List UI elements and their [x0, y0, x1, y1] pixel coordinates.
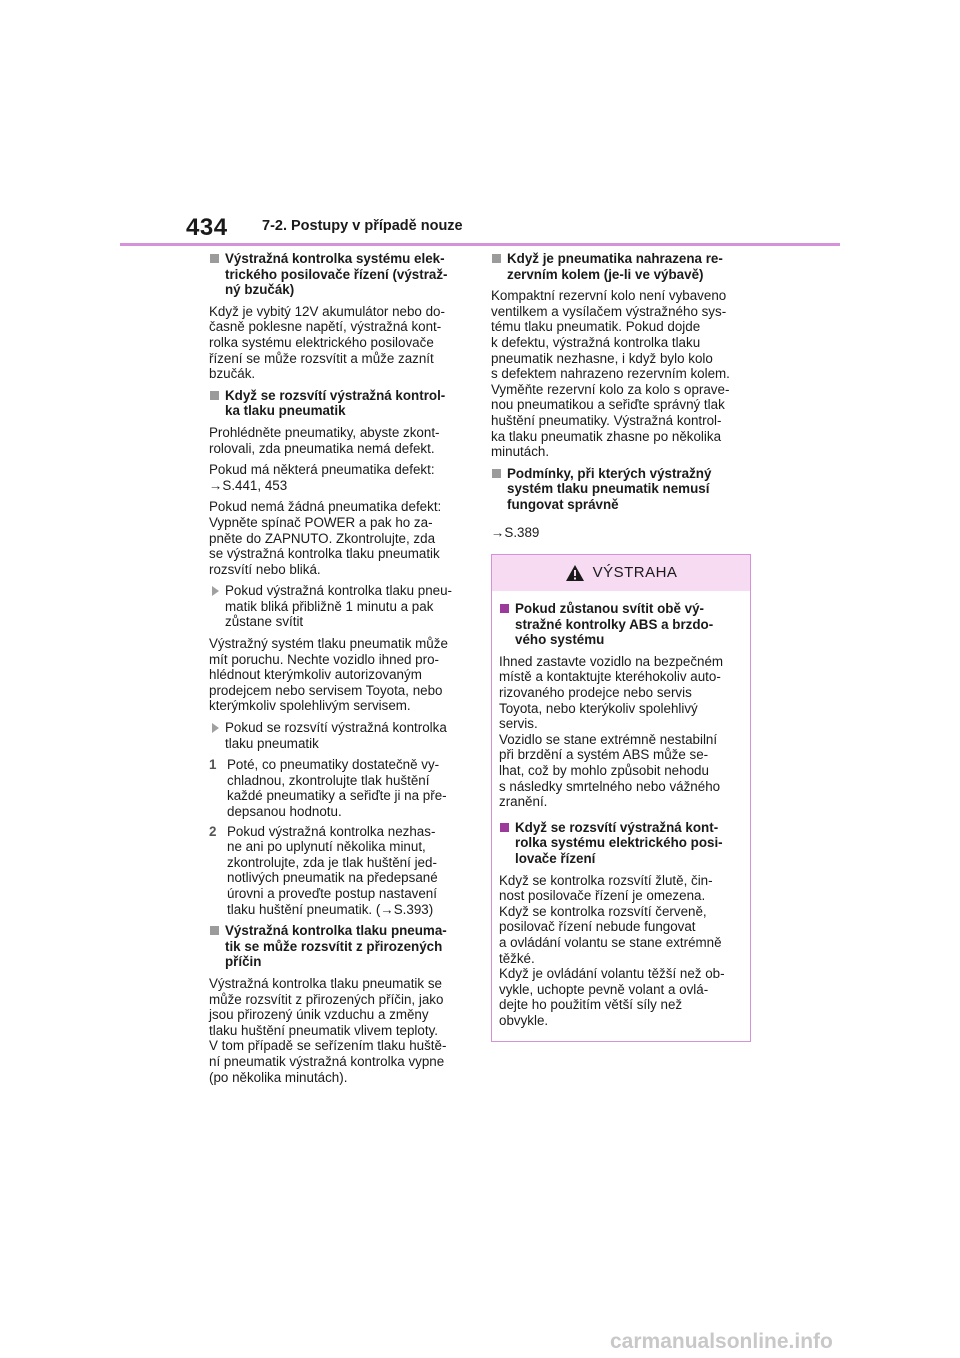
heading-spare-wheel — [491, 251, 753, 282]
step-number: 1 — [209, 757, 217, 773]
step-text: Poté, co pneumatiky dostatečně vy- chladnou, zkontrolujte tlak huštění každé pneumatiky a seřiďte ji na pře- depsanou hodnotu. — [227, 757, 447, 819]
paragraph: Kompaktní rezervní kolo není vybaveno ventilkem a vysílačem výstražného sys- tému tlaku pneumatik. Pokud dojde k defektu, výstražná kontrolka tlaku pneumatik nezhasne, i když bylo kolo s defektem nahrazeno rezervním kolem. Vyměňte rezervní kolo za kolo s oprave- nou pneumatikou a seřiďte správný tlak huštění pneumatiky. Výstražná kontrol- ka tlaku pneumatik zhasne po několika minutách. — [491, 288, 730, 460]
paragraph: Když se kontrolka rozsvítí žlutě, čin- nost posilovače řízení je omezena. Když se kontrolka rozsvítí červeně, posilovač řízení nebude fungovat a ovládání volantu se stane extrémně těžké. Když je ovládání volantu těžší než ob- vykle, uchopte pevně volant a ovlá- dejte ho použitím větší síly než obvykle. — [499, 872, 725, 1028]
square-bullet-icon — [492, 254, 501, 263]
warning-heading-eps — [499, 820, 744, 867]
warning-header — [492, 555, 750, 591]
heading-text: Když se rozsvítí výstražná kontrol- ka tlaku pneumatik — [225, 387, 446, 419]
step-text: Pokud výstražná kontrolka nezhas- ne ani po uplynutí několika minut, zkontrolujte, zda je tlak huštění jed- notlivých pneumatik na předepsané úrovni a proveďte postup nastavení tlaku huštění pneumatik. (→S.393) — [227, 823, 438, 917]
bullet-blinking — [209, 583, 465, 630]
section-title: 7-2. Postupy v případě nouze — [262, 218, 463, 234]
square-bullet-icon — [210, 926, 219, 935]
page-reference: →S.389 — [491, 524, 540, 540]
page-number: 434 — [186, 214, 228, 241]
paragraph: Výstražný systém tlaku pneumatik může mít poruchu. Nechte vozidlo ihned pro- hlédnout kterýmkoliv autorizovaným prodejcem nebo servisem Toyota, nebo kterýmkoliv spolehlivým servisem. — [209, 636, 448, 714]
square-bullet-icon — [210, 254, 219, 263]
paragraph: Ihned zastavte vozidlo na bezpečném místě a kontaktujte kteréhokoliv auto- rizovaného prodejce nebo servis Toyota, nebo kterýkoliv spolehlivý servis. Vozidlo se stane extrémně nestabilní při brzdění a systém ABS může se- lhat, což by mohlo způsobit nehodu s následky smrtelného nebo vážného zranění. — [499, 653, 724, 810]
step-2 — [209, 824, 465, 918]
warning-body — [492, 591, 750, 1040]
square-bullet-icon — [500, 604, 509, 613]
paragraph: Výstražná kontrolka tlaku pneumatik se může rozsvítit z přirozených příčin, jako jsou přirozený únik vzduchu a změny tlaku huštění pneumatik vlivem teploty. V tom případě se seřízením tlaku huště- ní pneumatik výstražná kontrolka vypne (po několika minutách). — [209, 975, 447, 1085]
step-1 — [209, 757, 465, 819]
warning-title: VÝSTRAHA — [592, 564, 678, 582]
bullet-light-on — [209, 720, 465, 751]
heading-text: Když je pneumatika nahrazena re- zervním kolem (je-li ve výbavě) — [507, 251, 723, 282]
heading-text: Podmínky, při kterých výstražný systém tlaku pneumatik nemusí fungovat správně — [507, 465, 712, 512]
header-divider — [120, 243, 840, 246]
paragraph: Pokud nemá žádná pneumatika defekt: Vypněte spínač POWER a pak ho za- pněte do ZAPNUTO. Zkontrolujte, zda se výstražná kontrolka tlaku pneumatik rozsvítí nebo bliká. — [209, 499, 442, 577]
warning-box — [491, 554, 751, 1041]
left-column — [209, 251, 465, 1091]
heading-tire-pressure-light — [209, 388, 465, 419]
square-bullet-icon — [210, 391, 219, 400]
watermark: carmanualsonline.info — [610, 1330, 833, 1353]
heading-text: Výstražná kontrolka tlaku pneuma- tik se může rozsvítit z přirozených příčin — [225, 923, 447, 970]
square-bullet-icon — [492, 469, 501, 478]
step-number: 2 — [209, 823, 217, 839]
square-bullet-icon — [500, 823, 509, 832]
heading-natural-causes — [209, 923, 465, 970]
heading-text: Pokud zůstanou svítit obě vý- stražné kontrolky ABS a brzdo- vého systému — [515, 601, 714, 648]
bullet-text: Pokud se rozsvítí výstražná kontrolka tlaku pneumatik — [225, 720, 447, 751]
warning-triangle-icon — [565, 564, 585, 582]
paragraph: Když je vybitý 12V akumulátor nebo do- časně poklesne napětí, výstražná kont- rolka systému elektrického posilovače řízení se může rozsvítit a může zaznít bzučák. — [209, 303, 445, 382]
paragraph: Prohlédněte pneumatiky, abyste zkont- rolovali, zda pneumatika nemá defekt. — [209, 424, 440, 456]
heading-text: Když se rozsvítí výstražná kont- rolka systému elektrického posi- lovače řízení — [515, 819, 723, 866]
warning-heading-abs — [499, 601, 744, 648]
triangle-bullet-icon — [212, 723, 219, 733]
heading-text: Výstražná kontrolka systému elek- trického posilovače řízení (výstraž- ný bzučák) — [225, 251, 448, 298]
bullet-text: Pokud výstražná kontrolka tlaku pneu- matik bliká přibližně 1 minutu a pak zůstane svítit — [225, 583, 453, 630]
triangle-bullet-icon — [212, 586, 219, 596]
paragraph: Pokud má některá pneumatika defekt: →S.441, 453 — [209, 462, 435, 493]
heading-eps-warning — [209, 251, 465, 298]
right-column — [491, 251, 753, 1042]
heading-conditions — [491, 466, 753, 513]
